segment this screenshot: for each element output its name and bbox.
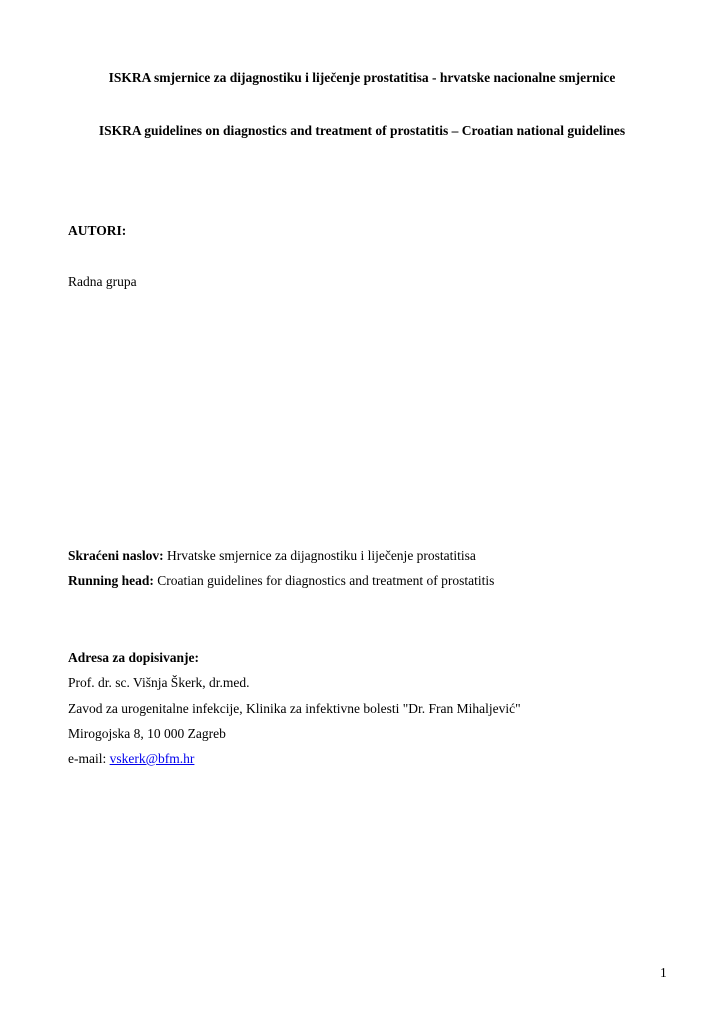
correspondence-heading: Adresa za dopisivanje:: [68, 650, 200, 665]
correspondence-institution: Zavod za urogenitalne infekcije, Klinika za infektivne bolesti "Dr. Fran Mihaljević": [68, 701, 521, 716]
short-title-line: [68, 547, 476, 564]
correspondence-address: Mirogojska 8, 10 000 Zagreb: [68, 726, 226, 741]
email-link[interactable]: vskerk@bfm.hr: [109, 751, 195, 766]
running-head-label: Running head:: [68, 573, 154, 588]
authors-value: Radna grupa: [68, 274, 137, 289]
short-title-label: Skraćeni naslov:: [68, 548, 164, 563]
title-croatian: ISKRA smjernice za dijagnostiku i liječenje prostatitisa - hrvatske nacionalne smjernice: [108, 70, 616, 85]
correspondence-email-line: [68, 750, 194, 767]
running-head-line: [68, 572, 494, 589]
running-head-value: Croatian guidelines for diagnostics and treatment of prostatitis: [153, 573, 495, 588]
short-title-value: Hrvatske smjernice za dijagnostiku i liječenje prostatitisa: [163, 548, 476, 563]
authors-heading: AUTORI:: [68, 223, 127, 238]
correspondence-name: Prof. dr. sc. Višnja Škerk, dr.med.: [68, 675, 250, 690]
page-number: 1: [660, 965, 667, 980]
email-label: e-mail:: [68, 751, 110, 766]
title-english: ISKRA guidelines on diagnostics and treatment of prostatitis – Croatian national guidelines: [98, 123, 626, 138]
